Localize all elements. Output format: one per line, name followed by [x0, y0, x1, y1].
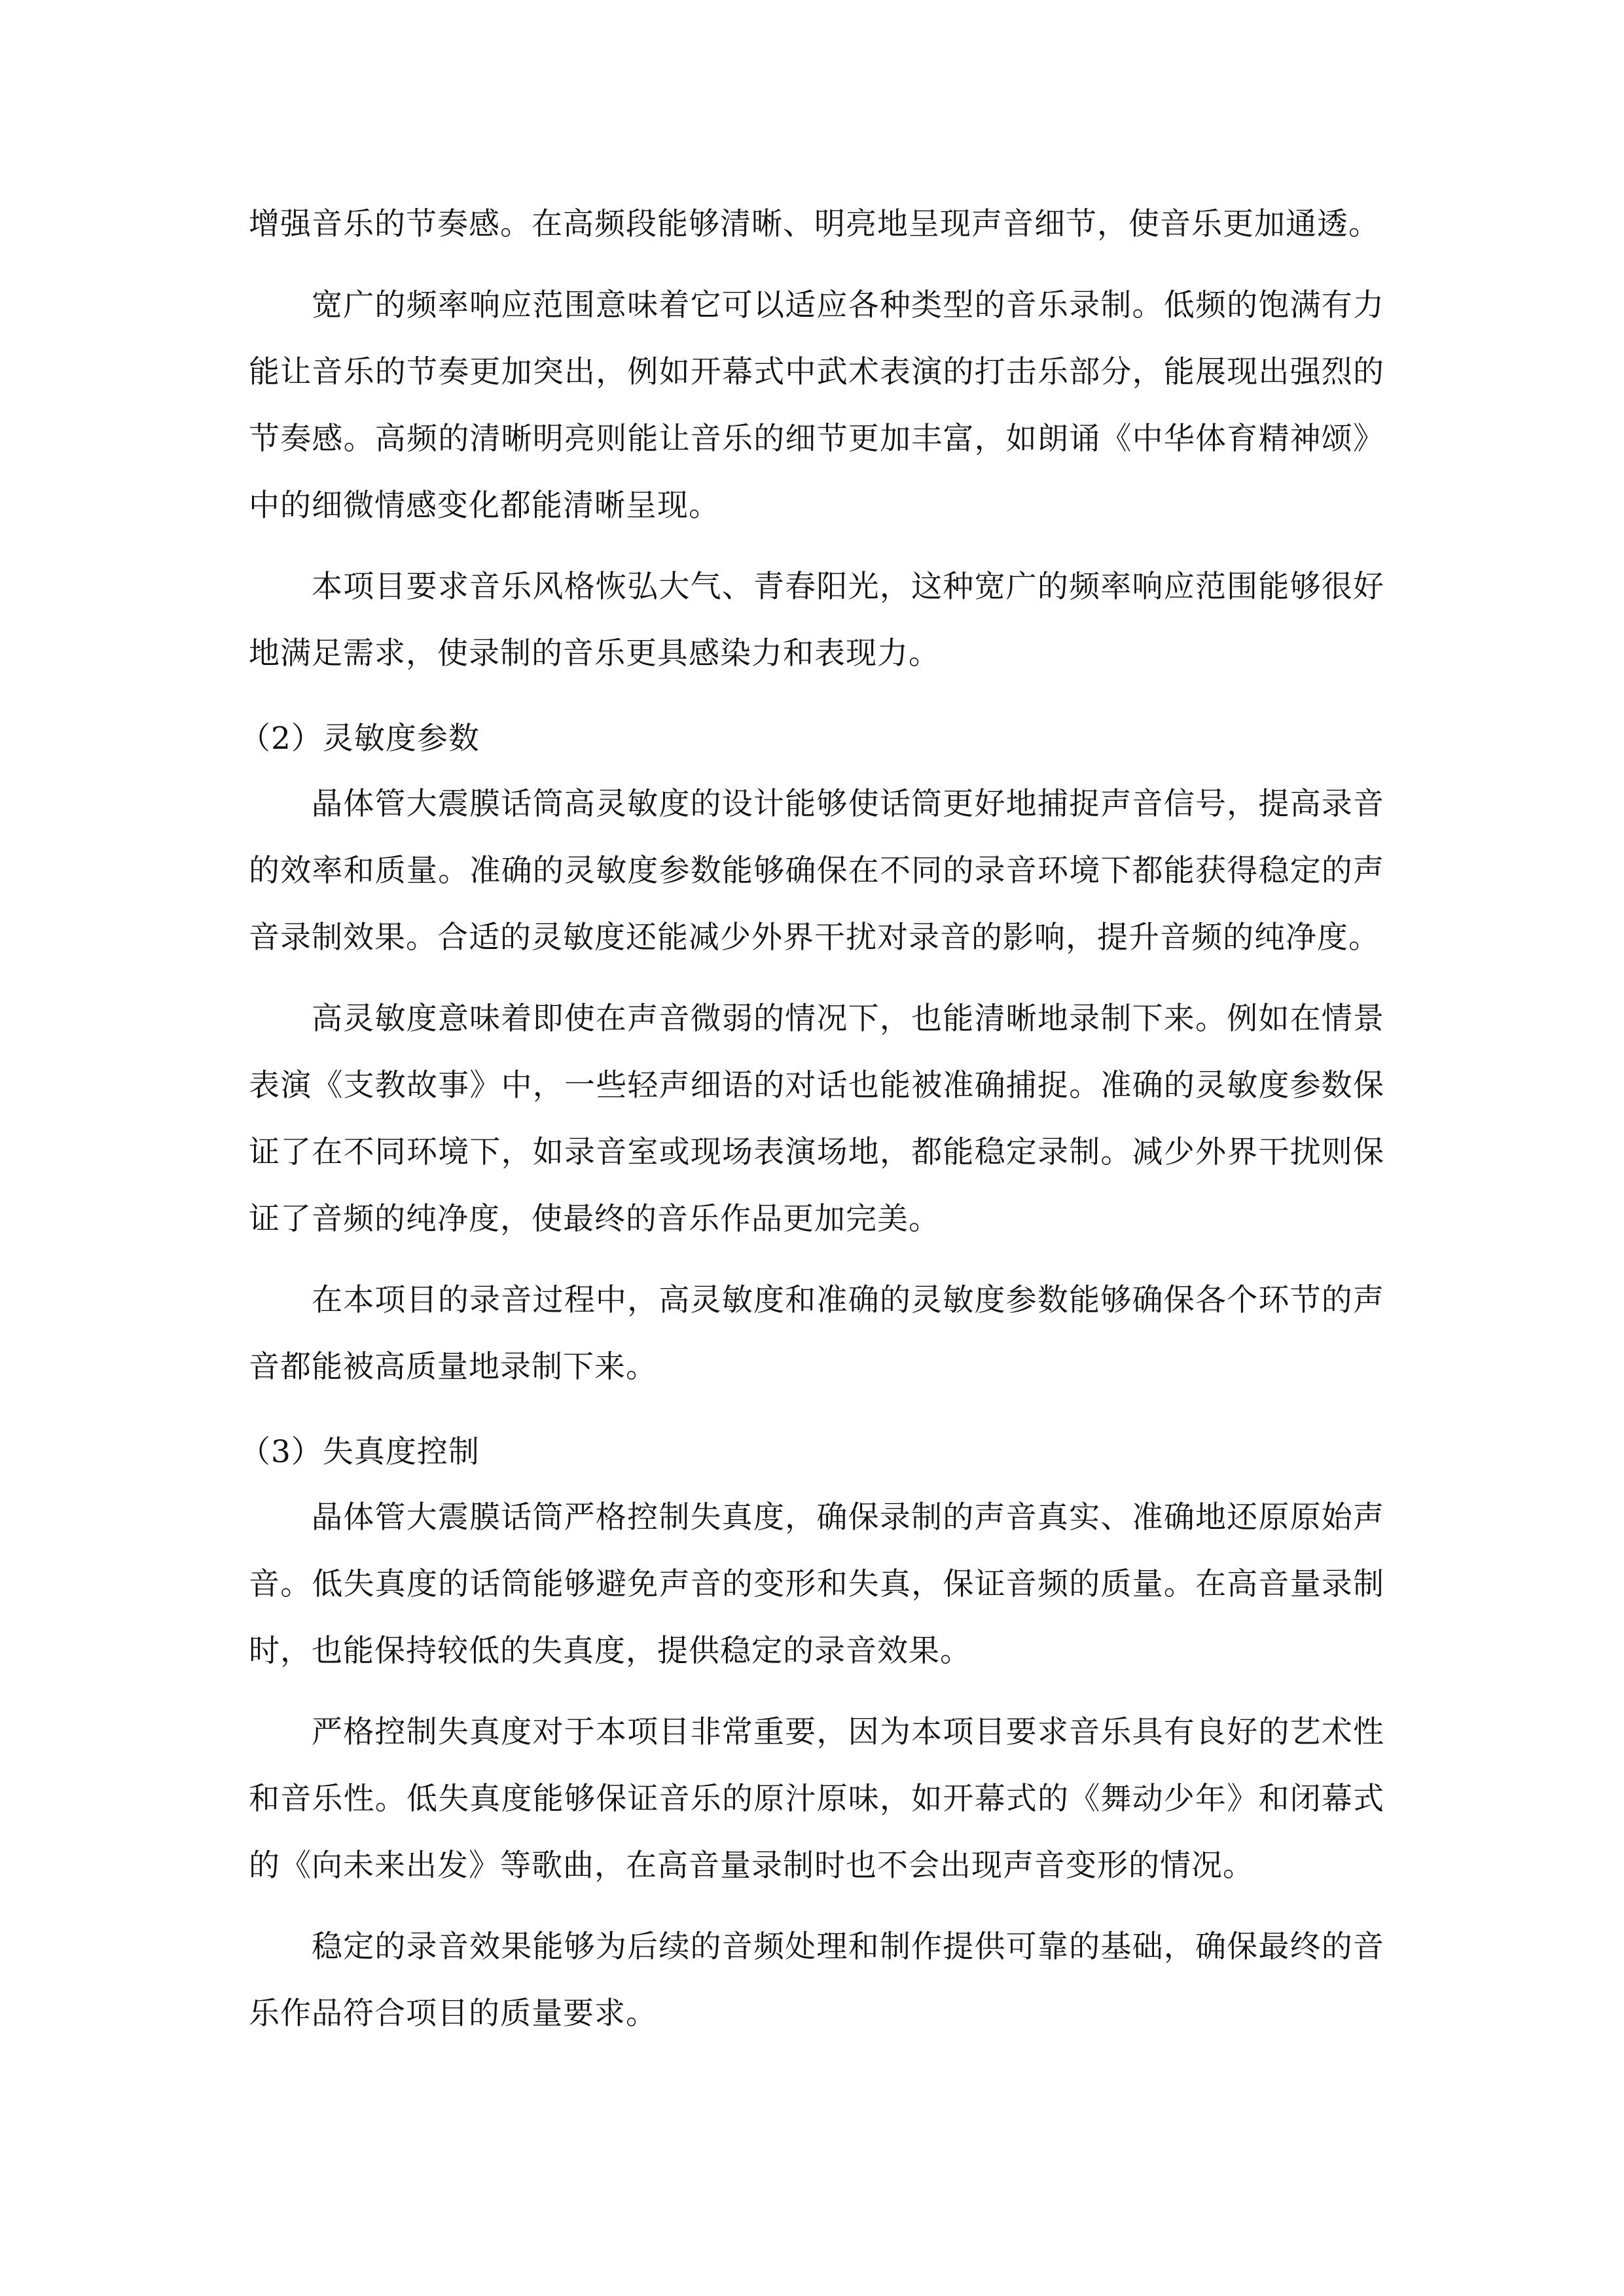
paragraph-distortion-control: 晶体管大震膜话筒严格控制失真度，确保录制的声音真实、准确地还原原始声音。低失真度的话筒能够避免声音的变形和失真，保证音频的质量。在高音量录制时，也能保持较低的失真度，提供稳定的录音效果。 — [249, 1499, 1384, 1669]
section-heading-sensitivity: （2）灵敏度参数 — [240, 721, 480, 757]
paragraph-sensitivity-design: 晶体管大震膜话筒高灵敏度的设计能够使话筒更好地捕捉声音信号，提高录音的效率和质量。准确的灵敏度参数能够确保在不同的录音环境下都能获得稳定的声音录制效果。合适的灵敏度还能减少外界干扰对录音的影响，提升音频的纯净度。 — [249, 786, 1384, 956]
section-heading-distortion: （3）失真度控制 — [240, 1434, 480, 1470]
paragraph-sensitivity-project: 在本项目的录音过程中，高灵敏度和准确的灵敏度参数能够确保各个环节的声音都能被高质量地录制下来。 — [249, 1282, 1384, 1385]
paragraph-project-style-requirement: 本项目要求音乐风格恢弘大气、青春阳光，这种宽广的频率响应范围能够很好地满足需求，使录制的音乐更具感染力和表现力。 — [249, 569, 1384, 672]
paragraph-frequency-response-range: 宽广的频率响应范围意味着它可以适应各种类型的音乐录制。低频的饱满有力能让音乐的节奏更加突出，例如开幕式中武术表演的打击乐部分，能展现出强烈的节奏感。高频的清晰明亮则能让音乐的细节更加丰富，如朗诵《中华体育精神颂》中的细微情感变化都能清晰呈现。 — [249, 287, 1384, 524]
paragraph-distortion-importance: 严格控制失真度对于本项目非常重要，因为本项目要求音乐具有良好的艺术性和音乐性。低失真度能够保证音乐的原汁原味，如开幕式的《舞动少年》和闭幕式的《向未来出发》等歌曲，在高音量录制时也不会出现声音变形的情况。 — [249, 1714, 1384, 1884]
document-body — [240, 191, 1384, 2047]
paragraph-high-frequency-continuation: 增强音乐的节奏感。在高频段能够清晰、明亮地呈现声音细节，使音乐更加通透。 — [249, 206, 1380, 242]
paragraph-stable-recording: 稳定的录音效果能够为后续的音频处理和制作提供可靠的基础，确保最终的音乐作品符合项目的质量要求。 — [249, 1929, 1384, 2032]
paragraph-sensitivity-examples: 高灵敏度意味着即使在声音微弱的情况下，也能清晰地录制下来。例如在情景表演《支教故事》中，一些轻声细语的对话也能被准确捕捉。准确的灵敏度参数保证了在不同环境下，如录音室或现场表演场地，都能稳定录制。减少外界干扰则保证了音频的纯净度，使最终的音乐作品更加完美。 — [249, 1001, 1384, 1237]
